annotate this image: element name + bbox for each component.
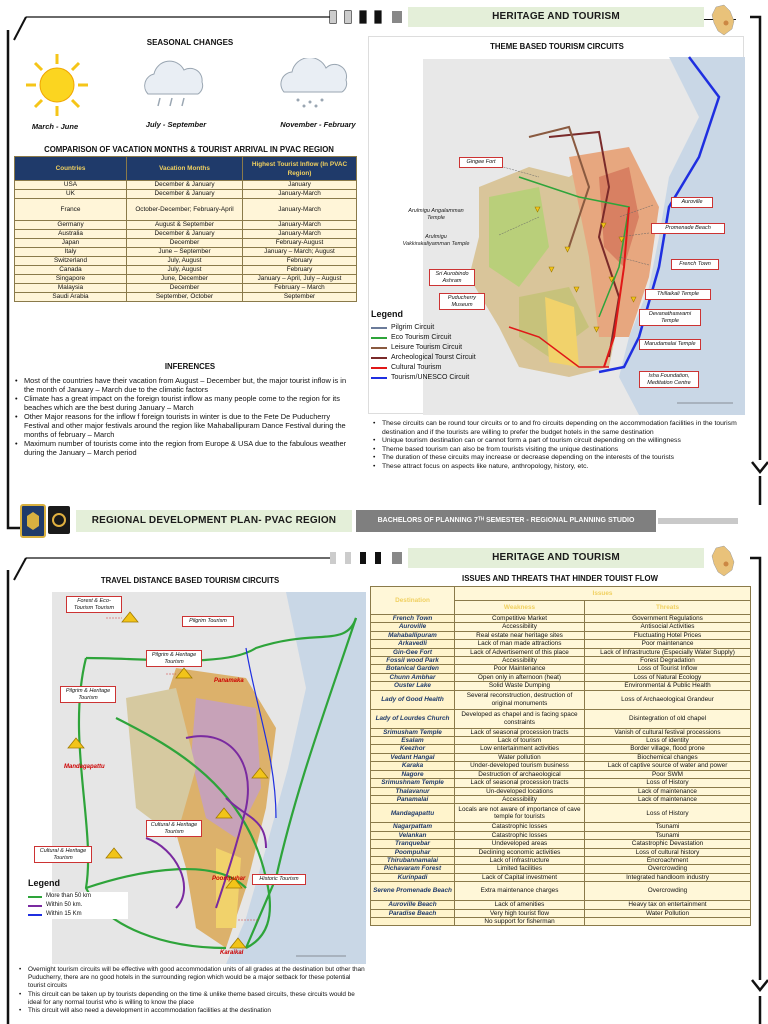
col-issues: Issues	[455, 587, 751, 601]
cell: Canada	[15, 266, 127, 275]
cell: French Town	[371, 615, 455, 623]
map-label: Arulmigu Angalamman Temple	[408, 208, 464, 221]
table-row	[371, 909, 751, 917]
col-destination: Destination	[371, 587, 455, 615]
cell: Arkavedli	[371, 640, 455, 648]
cell: Poor maintenance	[585, 640, 751, 648]
cell: October-December; February-April	[127, 199, 243, 221]
cell: Solid Waste Dumping	[455, 682, 585, 690]
cell: Water Pollution	[585, 909, 751, 917]
cell: Limited facilities	[455, 865, 585, 873]
map-title: THEME BASED TOURISM CIRCUITS	[490, 42, 624, 51]
cell: Loss of cultural history	[585, 848, 751, 856]
cell: Loss of History	[585, 779, 751, 787]
cell: Loss of Archaeological Grandeur	[585, 690, 751, 709]
sun-icon	[24, 52, 90, 118]
cell: Integrated handloom industry	[585, 873, 751, 881]
cell: Tranquebar	[371, 840, 455, 848]
legend-item: Tourism/UNESCO Circuit	[371, 373, 491, 383]
table-row	[371, 917, 751, 925]
map-label: Forest & Eco-Tourism Tourism	[66, 596, 122, 613]
cell: Environmental & Public Health	[585, 682, 751, 690]
footer-title: REGIONAL DEVELOPMENT PLAN- PVAC REGION	[76, 510, 352, 532]
cell: Esalam	[371, 737, 455, 745]
cell: Loss of identity	[585, 737, 751, 745]
season-label: March - June	[31, 122, 79, 131]
cell: Lack of maintenance	[585, 787, 751, 795]
cell: Thirubannamalai	[371, 856, 455, 864]
cell: Gin-Gee Fort	[371, 648, 455, 656]
table-row	[371, 737, 751, 745]
cell: February	[243, 266, 357, 275]
cell: Nagarpattam	[371, 823, 455, 831]
cell: Kurinpadi	[371, 873, 455, 881]
season-label: July - September	[145, 120, 207, 129]
cell: Forest Degradation	[585, 657, 751, 665]
legend-item: Within 50 km.	[28, 901, 128, 910]
cell: January-March	[243, 199, 357, 221]
legend-swatch	[371, 347, 387, 349]
map-label: Arulmigu Vakkirakaliyamman Temple	[402, 234, 470, 247]
cloud-rain-icon	[134, 60, 214, 110]
map-label: Puducherry Museum	[439, 293, 485, 310]
cell: Very high tourist flow	[455, 909, 585, 917]
cell: Government Regulations	[585, 615, 751, 623]
distance-map-title: TRAVEL DISTANCE BASED TOURISM CIRCUITS	[100, 576, 280, 585]
legend-swatch	[371, 377, 387, 379]
cell: February – March	[243, 284, 357, 293]
cell: Under-developed tourism business	[455, 762, 585, 770]
cell: Germany	[15, 221, 127, 230]
inferences-list	[14, 376, 356, 457]
legend-item: Within 15 Km	[28, 910, 128, 919]
cell: January	[243, 181, 357, 190]
cell: December & January	[127, 230, 243, 239]
list-item: • The duration of these circuits may increase or decrease depending on the interests of the tourists	[372, 454, 748, 463]
cell: USA	[15, 181, 127, 190]
cell: Karaka	[371, 762, 455, 770]
cell: Lady of Lourdes Church	[371, 709, 455, 728]
cell: June, December	[127, 275, 243, 284]
cell: Fossil wood Park	[371, 657, 455, 665]
map-label: Marudamalai Temple	[639, 339, 701, 350]
legend-item: Leisure Tourism Circuit	[371, 343, 491, 353]
list-item: • This circuit can be taken up by tourists depending on the time & unlike theme based circuits, these circuits would be ideal for any normal tourist who is willing to know the place	[18, 991, 368, 1007]
place-label: Mandagapattu	[64, 764, 105, 770]
season-label: November - February	[280, 120, 356, 129]
table-row	[371, 770, 751, 778]
cell: Velankan	[371, 831, 455, 839]
table-row	[371, 640, 751, 648]
inferences-title: INFERENCES	[164, 362, 216, 371]
cell: Real estate near heritage sites	[455, 631, 585, 639]
cell: Mandagapattu	[371, 804, 455, 823]
cell: Paradise Beach	[371, 909, 455, 917]
map-label: Historic Tourism	[252, 874, 306, 885]
cell: December	[127, 239, 243, 248]
cell: June – September	[127, 248, 243, 257]
comparison-title: COMPARISON OF VACATION MONTHS & TOURIST ARRIVAL IN PVAC REGION	[44, 145, 334, 154]
table-row	[371, 753, 751, 761]
table-row	[371, 709, 751, 728]
table-row	[15, 284, 357, 293]
cell: Japan	[15, 239, 127, 248]
legend-swatch	[28, 905, 42, 907]
legend-swatch	[371, 357, 387, 359]
cell: Saudi Arabia	[15, 293, 127, 302]
vacation-table	[14, 156, 357, 302]
cell: Accessibility	[455, 795, 585, 803]
issues-title: ISSUES AND THREATS THAT HINDER TOUIST FLOW	[462, 574, 658, 583]
cell: Lack of captive source of water and power	[585, 762, 751, 770]
list-item: • Most of the countries have their vacation from August – December but, the major tourist inflow is in the month of January – March due to the climatic factors	[14, 376, 356, 394]
table-row	[371, 865, 751, 873]
cell: Lady of Good Health	[371, 690, 455, 709]
table-header	[15, 157, 357, 181]
col-threats: Threats	[585, 601, 751, 615]
page-header: HERITAGE AND TOURISM	[408, 7, 704, 27]
cell: Heavy tax on entertainment	[585, 901, 751, 909]
map-label: Auroville	[671, 197, 713, 208]
map-label: French Town	[671, 259, 719, 270]
table-row	[371, 848, 751, 856]
table-row	[15, 221, 357, 230]
cell: August & September	[127, 221, 243, 230]
cell: December	[127, 284, 243, 293]
cell: Switzerland	[15, 257, 127, 266]
cell: Water pollution	[455, 753, 585, 761]
map-label: Cultural & Heritage Tourism	[146, 820, 202, 837]
cell: Srimusham Temple	[371, 728, 455, 736]
logo-badge	[48, 506, 70, 534]
table-row	[371, 657, 751, 665]
table-row	[15, 275, 357, 284]
cell: UK	[15, 190, 127, 199]
list-item: • Maximum number of tourists come into the region from Europe & USA due to the fabulous weather during the January – March period	[14, 439, 356, 457]
table-row	[371, 901, 751, 909]
list-item: • Climate has a great impact on the foreign tourist inflow as many people come to the region for its beaches which are the best during January – March	[14, 394, 356, 412]
table-header	[371, 587, 751, 601]
cell: Mahaballipuram	[371, 631, 455, 639]
theme-map	[368, 36, 744, 414]
state-map-thumbnail	[706, 544, 740, 578]
cell: Accessibility	[455, 623, 585, 631]
seasonal-title: SEASONAL CHANGES	[146, 38, 234, 47]
place-label: Panamaka	[214, 678, 244, 684]
cell: Tsunami	[585, 831, 751, 839]
table-row	[371, 795, 751, 803]
list-item: • These attract focus on aspects like nature, anthropology, history, etc.	[372, 463, 748, 472]
logo	[20, 504, 46, 538]
page-header: HERITAGE AND TOURISM	[408, 548, 704, 568]
cell: Tsunami	[585, 823, 751, 831]
footer-bar	[658, 518, 738, 524]
map-label: Sri Aurobindo Ashram	[429, 269, 475, 286]
cloud-snow-icon	[270, 58, 360, 110]
list-item: • Unique tourism destination can or cannot form a part of tourism circuit depending on the willingness	[372, 437, 748, 446]
cell: Poor Maintenance	[455, 665, 585, 673]
table-row	[371, 762, 751, 770]
cell: Vedant Hangal	[371, 753, 455, 761]
footer-subtitle: BACHELORS OF PLANNING 7ᵀᴴ SEMESTER - REGIONAL PLANNING STUDIO	[356, 510, 656, 532]
cell: Lack of Advertisement of this place	[455, 648, 585, 656]
cell: February-August	[243, 239, 357, 248]
list-item: • Theme based tourism can also be from tourists visiting the unique destinations	[372, 446, 748, 455]
cell: Fluctuating Hotel Prices	[585, 631, 751, 639]
cell: Encroachment	[585, 856, 751, 864]
place-label: Poompuhar	[212, 876, 246, 882]
table-row	[371, 682, 751, 690]
cell: No support for fisherman	[455, 917, 585, 925]
table-row	[15, 239, 357, 248]
cell: Srimushnam Temple	[371, 779, 455, 787]
table-row	[15, 248, 357, 257]
table-row	[371, 787, 751, 795]
cell: Locals are not aware of importance of cave temple for tourists	[455, 804, 585, 823]
legend-swatch	[371, 367, 387, 369]
cell: Disintegration of old chapel	[585, 709, 751, 728]
legend-item: Eco Tourism Circuit	[371, 333, 491, 343]
distance-map	[26, 588, 366, 964]
map-label: Gingee Fort	[459, 157, 503, 168]
legend	[371, 323, 491, 383]
distance-notes	[18, 966, 368, 1015]
cell: Malaysia	[15, 284, 127, 293]
table-row	[371, 856, 751, 864]
cell: Lack of Infrastructure (Especially Water Supply)	[585, 648, 751, 656]
state-map-thumbnail	[706, 3, 740, 37]
table-row	[371, 779, 751, 787]
cell: Auroville Beach	[371, 901, 455, 909]
cell	[371, 917, 455, 925]
cell: Lack of amenities	[455, 901, 585, 909]
cell: Ouster Lake	[371, 682, 455, 690]
cell: Antisocial Activities	[585, 623, 751, 631]
legend-swatch	[28, 896, 42, 898]
cell: Chunn Ambhar	[371, 673, 455, 681]
map-label: Thillaikali Temple	[645, 289, 711, 300]
cell: Loss of Tourist Inflow	[585, 665, 751, 673]
cell: Poompuhar	[371, 848, 455, 856]
list-item: • Other Major reasons for the inflow f foreign tourists in winter is due to the Fete De Puducherry Festival and other major festivals around the region like Mahaballipuram Dance Festival during the months of february – March	[14, 412, 356, 439]
map-label: Cultural & Heritage Tourism	[34, 846, 92, 863]
legend-title: Legend	[371, 309, 404, 319]
cell: January – March; August	[243, 248, 357, 257]
cell: July, August	[127, 257, 243, 266]
cell: Biochemical changes	[585, 753, 751, 761]
table-row	[371, 840, 751, 848]
legend-item: Pilgrim Circuit	[371, 323, 491, 333]
table-row	[371, 873, 751, 881]
legend-item: More than 50 km	[28, 892, 128, 901]
table-row	[15, 190, 357, 199]
cell: Botanical Garden	[371, 665, 455, 673]
cell: Vanish of cultural festival processions	[585, 728, 751, 736]
list-item: • Overnight tourism circuits will be effective with good accommodation units of all grades at the destination but other than Puducherry, there are no good hotels in the surrounding region which would be a major setback for these potential tourist circuits	[18, 966, 368, 991]
cell: Open only in afternoon (heat)	[455, 673, 585, 681]
cell: Destruction of archaeological	[455, 770, 585, 778]
map-label: Pilgrim & Heritage Tourism	[146, 650, 202, 667]
col-weakness: Weakness	[455, 601, 585, 615]
legend-swatch	[371, 337, 387, 339]
cell: Overcrowding	[585, 865, 751, 873]
place-label: Karaikal	[220, 950, 244, 956]
map-label: Pilgrim & Heritage Tourism	[60, 686, 116, 703]
cell: Un-developed locations	[455, 787, 585, 795]
cell: Thalavanur	[371, 787, 455, 795]
cell: December & January	[127, 181, 243, 190]
cell: Developed as chapel and is facing space constraints	[455, 709, 585, 728]
cell: Serene Promenade Beach	[371, 882, 455, 901]
cell: Overcrowding	[585, 882, 751, 901]
map-label: Pilgrim Tourism	[182, 616, 234, 627]
cell: Nagore	[371, 770, 455, 778]
map-label: Devanathaswami Temple	[639, 309, 701, 326]
col-countries: Countries	[15, 157, 127, 181]
cell: Competitive Market	[455, 615, 585, 623]
cell: Accessibility	[455, 657, 585, 665]
legend-item: Archeological Tourst Circuit	[371, 353, 491, 363]
table-row	[371, 882, 751, 901]
table-row	[371, 665, 751, 673]
table-row	[371, 728, 751, 736]
col-inflow: Highest Tourist Inflow (In PVAC Region)	[243, 157, 357, 181]
table-row	[371, 623, 751, 631]
table-row	[371, 831, 751, 839]
map-label: Promenade Beach	[651, 223, 725, 234]
cell: Lack of tourism	[455, 737, 585, 745]
cell: February	[243, 257, 357, 266]
table-row	[371, 804, 751, 823]
cell: Singapore	[15, 275, 127, 284]
table-row	[371, 631, 751, 639]
cell: Pichavaram Forest	[371, 865, 455, 873]
cell: Loss of Natural Ecology	[585, 673, 751, 681]
cell: Catastrophic losses	[455, 831, 585, 839]
cell: Border village, flood prone	[585, 745, 751, 753]
list-item: • These circuits can be round tour circuits or to and fro circuits depending on the accommodation facilities in the tourism destination and if the tourists are willing to prefer the budget hotels in the same destination	[372, 420, 748, 437]
cell: Lack of infrastructure	[455, 856, 585, 864]
cell: Loss of History	[585, 804, 751, 823]
issues-table	[370, 586, 751, 926]
cell	[585, 917, 751, 925]
table-row	[371, 673, 751, 681]
table-row	[15, 257, 357, 266]
legend-item: Cultural Tourism	[371, 363, 491, 373]
legend-swatch	[28, 914, 42, 916]
table-row	[371, 823, 751, 831]
cell: Lack of seasonal procession tracts	[455, 728, 585, 736]
cell: September	[243, 293, 357, 302]
map-label: Isha Foundation, Meditation Centre	[639, 371, 699, 388]
cell: Italy	[15, 248, 127, 257]
table-row	[15, 266, 357, 275]
cell: Lack of maintenance	[585, 795, 751, 803]
cell: Several reconstruction, destruction of original monuments	[455, 690, 585, 709]
cell: Auroville	[371, 623, 455, 631]
map-notes	[372, 420, 748, 472]
cell: Catastrophic Devastation	[585, 840, 751, 848]
bottom-panel	[0, 540, 768, 1024]
cell: Panamalai	[371, 795, 455, 803]
cell: France	[15, 199, 127, 221]
cell: December & January	[127, 190, 243, 199]
cell: July, August	[127, 266, 243, 275]
list-item: • This circuit will also need a development in accommodation facilities at the destination	[18, 1007, 368, 1015]
cell: January – April, July – August	[243, 275, 357, 284]
legend	[28, 892, 128, 919]
table-row	[15, 293, 357, 302]
cell: Australia	[15, 230, 127, 239]
cell: Lack of Capital investment	[455, 873, 585, 881]
cell: Lack of man made attractions	[455, 640, 585, 648]
cell: Undeveloped areas	[455, 840, 585, 848]
table-row	[371, 615, 751, 623]
cell: January-March	[243, 221, 357, 230]
col-vacation: Vacation Months	[127, 157, 243, 181]
cell: Low entertainment activities	[455, 745, 585, 753]
cell: Extra maintenance charges	[455, 882, 585, 901]
legend-title: Legend	[28, 878, 61, 888]
table-row	[15, 230, 357, 239]
table-row	[371, 690, 751, 709]
cell: Catastrophic losses	[455, 823, 585, 831]
cell: Lack of seasonal procession tracts	[455, 779, 585, 787]
table-row	[15, 181, 357, 190]
cell: September, October	[127, 293, 243, 302]
legend-swatch	[371, 327, 387, 329]
table-row	[371, 648, 751, 656]
cell: Keezhor	[371, 745, 455, 753]
table-row	[371, 745, 751, 753]
cell: Poor SWM	[585, 770, 751, 778]
cell: January-March	[243, 230, 357, 239]
cell: Declining economic activities	[455, 848, 585, 856]
table-row	[15, 199, 357, 221]
cell: January-March	[243, 190, 357, 199]
